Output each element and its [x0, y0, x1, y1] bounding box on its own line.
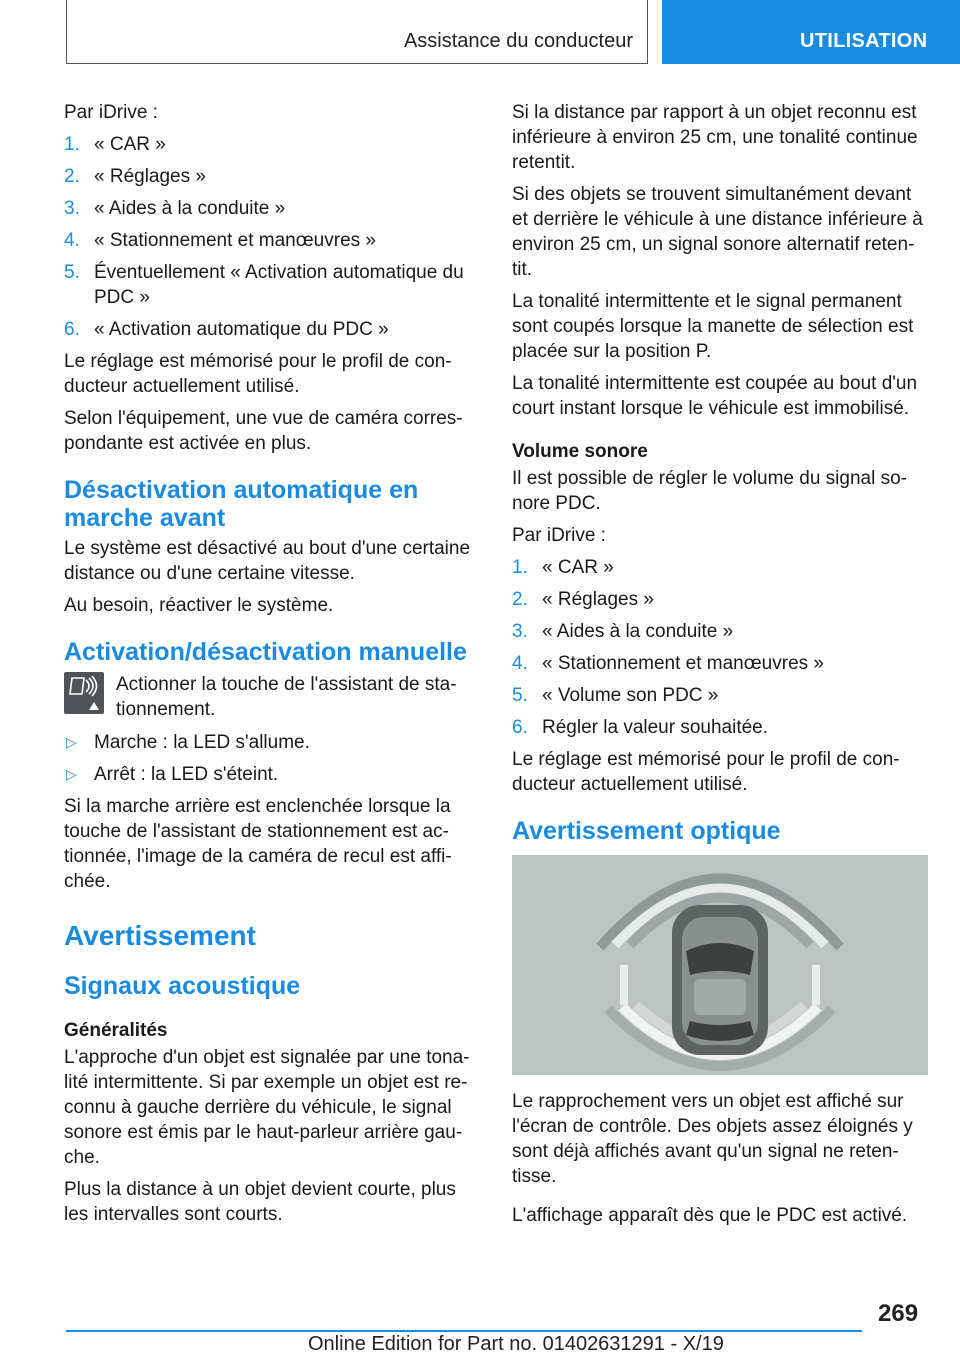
paragraph-profile: Le réglage est mémorisé pour le profil de conducteur actuellement utilisé. — [512, 749, 900, 795]
list-item: 4. « Stationnement et manœuvres » — [512, 653, 824, 674]
paragraph-camera: Selon l'équipement, une vue de caméra correspondante est activée en plus. — [64, 408, 463, 454]
paragraph-button: Actionner la touche de l'assistant de stationnement. — [116, 674, 457, 720]
list-item: 6. Régler la valeur souhaitée. — [512, 717, 769, 738]
right-column — [512, 100, 928, 1235]
settings-steps-list — [64, 132, 476, 342]
parking-assistant-button-icon — [64, 672, 104, 714]
heading-warning: Avertissement — [64, 920, 256, 951]
list-item: 5. « Volume son PDC » — [512, 685, 719, 706]
paragraph-display: Le rapprochement vers un objet est affiché sur l'écran de contrôle. Des objets assez éloignés y sont déjà affichés avant qu'un signal ne retentisse. — [512, 1091, 913, 1187]
list-item: ▷ Marche : la LED s'allume. — [66, 732, 310, 753]
heading-optical-warning: Avertissement optique — [512, 817, 781, 845]
list-item: 3. « Aides à la conduite » — [512, 621, 734, 642]
pdc-display-illustration — [512, 855, 928, 1075]
list-item: 2. « Réglages » — [64, 166, 206, 187]
parking-button-instruction — [64, 672, 476, 722]
paragraph-intervals: Plus la distance à un objet devient courte, plus les intervalles sont courts. — [64, 1179, 456, 1225]
volume-steps-list — [512, 555, 928, 740]
list-item: 2. « Réglages » — [512, 589, 654, 610]
heading-manual-activation: Activation/désactivation manuelle — [64, 638, 467, 666]
footer-edition: Online Edition for Part no. 01402631291 - X/19 — [308, 1333, 724, 1355]
heading-volume: Volume sonore — [512, 441, 648, 462]
heading-general: Généralités — [64, 1020, 168, 1041]
idrive-intro: Par iDrive : — [512, 525, 606, 546]
paragraph-reactivate: Au besoin, réactiver le système. — [64, 595, 334, 616]
paragraph-cut-stationary: La tonalité intermittente est coupée au bout d'un court instant lorsque le véhicule est immobilisé. — [512, 373, 918, 419]
list-item: 1. « CAR » — [512, 557, 614, 578]
triangle-bullet-icon: ▷ — [66, 766, 77, 782]
list-item: 6. « Activation automatique du PDC » — [64, 319, 389, 340]
footer-divider — [66, 1330, 862, 1332]
list-item: 1. « CAR » — [64, 134, 166, 155]
paragraph-auto-deactivation: Le système est désactivé au bout d'une certaine distance ou d'une certaine vitesse. — [64, 538, 471, 584]
header-chapter-tab — [662, 0, 960, 64]
heading-acoustic-signals: Signaux acoustique — [64, 972, 301, 1000]
paragraph-volume: Il est possible de régler le volume du signal sonore PDC. — [512, 468, 907, 514]
paragraph-alternating-signal: Si des objets se trouvent simultanément devant et derrière le véhicule à une distance inférieure à environ 25 cm, un signal sonore alternatif retentit. — [512, 184, 923, 280]
idrive-intro: Par iDrive : — [64, 102, 158, 123]
list-item: 3. « Aides à la conduite » — [64, 198, 286, 219]
paragraph-reverse: Si la marche arrière est enclenchée lorsque la touche de l'assistant de stationnement est actionnée, l'image de la caméra de recul est affichée. — [64, 796, 452, 892]
list-item: ▷ Arrêt : la LED s'éteint. — [66, 764, 279, 785]
paragraph-continuous-tone: Si la distance par rapport à un objet reconnu est inférieure à environ 25 cm, une tonalité continue retentit. — [512, 102, 918, 173]
header-section-title: Assistance du conducteur — [403, 30, 633, 52]
list-item: 5. Éventuellement « Activation automatique du PDC » — [64, 262, 464, 308]
page-number: 269 — [878, 1300, 919, 1327]
paragraph-display-active: L'affichage apparaît dès que le PDC est activé. — [512, 1205, 908, 1226]
left-column — [64, 100, 476, 1234]
list-item: 4. « Stationnement et manœuvres » — [64, 230, 376, 251]
paragraph-approach: L'approche d'un objet est signalée par une tonalité intermittente. Si par exemple un objet est reconnu à gauche derrière du véhicule, le signal sonore est émis par le haut-parleur arrière gauche. — [64, 1047, 470, 1168]
header-section-box — [66, 0, 648, 64]
triangle-bullet-icon: ▷ — [66, 734, 77, 750]
heading-auto-deactivation: Désactivation automatique en marche avant — [64, 476, 419, 532]
paragraph-cut-position-p: La tonalité intermittente et le signal permanent sont coupés lorsque la manette de sélection est placée sur la position P. — [512, 291, 914, 362]
led-status-list — [64, 730, 476, 787]
header-chapter-title: UTILISATION — [800, 30, 928, 52]
paragraph-profile: Le réglage est mémorisé pour le profil de conducteur actuellement utilisé. — [64, 351, 452, 397]
